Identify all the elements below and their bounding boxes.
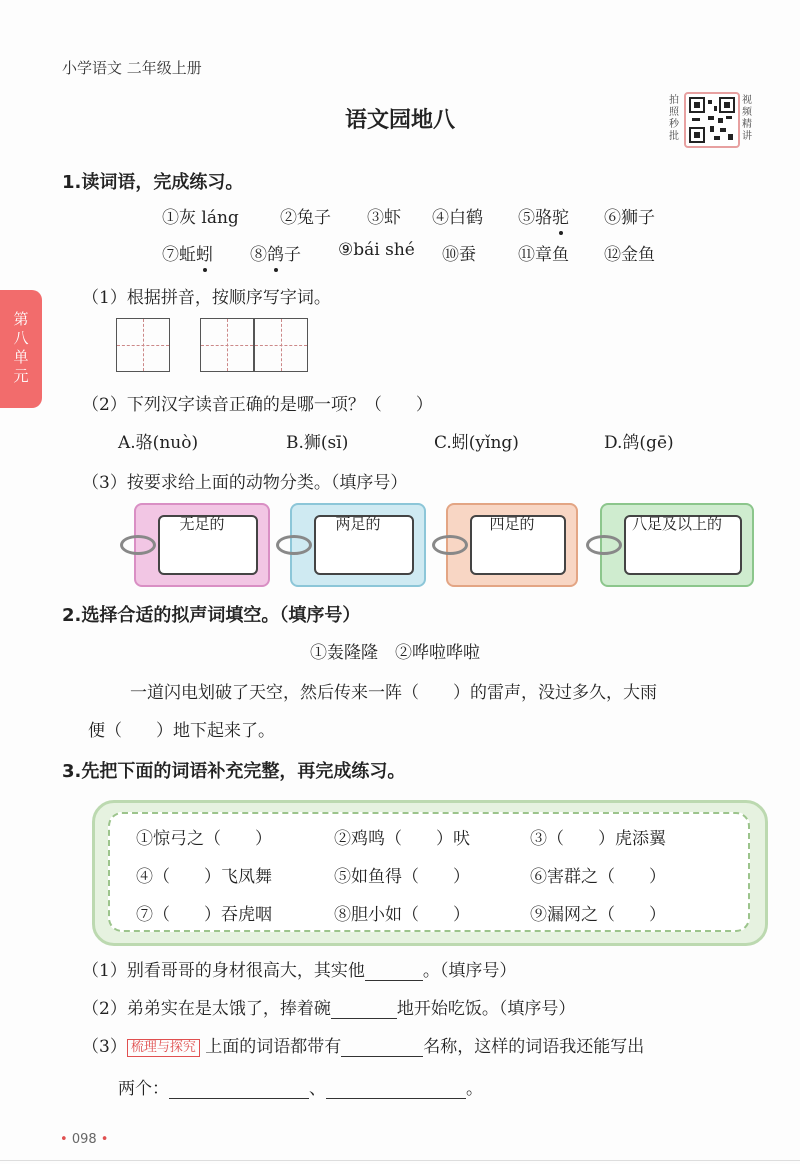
q3-sub3: （3） 梳理与探究 上面的词语都带有 名称，这样的词语我还能写出	[82, 1037, 645, 1057]
option-a[interactable]: A.骆(nuò)	[118, 433, 199, 453]
explore-badge: 梳理与探究	[127, 1039, 200, 1057]
tag-ring-icon	[586, 535, 622, 555]
idiom-item[interactable]: ⑥害群之（ ）	[530, 867, 666, 887]
q3-sub1: （1）别看哥哥的身材很高大，其实他 。（填序号）	[82, 961, 517, 981]
q2-sentence-line2: 便（ ）地下起来了。	[88, 721, 275, 741]
word-4: ④白鹤	[432, 208, 483, 228]
idiom-item[interactable]: ⑤如鱼得（ ）	[334, 867, 470, 887]
q3-sub3-line2: 两个： 、 。	[118, 1079, 483, 1099]
idiom-item[interactable]: ⑨漏网之（ ）	[530, 905, 666, 925]
option-b[interactable]: B.狮(sī)	[286, 433, 349, 453]
option-c[interactable]: C.蚓(yǐng)	[434, 433, 519, 453]
tag-no-legs[interactable]	[134, 503, 270, 587]
qr-left-label: 拍 照 秒 批	[669, 95, 679, 142]
qr-right-label: 视 频 精 讲	[742, 95, 752, 142]
q1-sub1: （1）根据拼音，按顺序写字词。	[82, 288, 331, 308]
word-1: ①灰 láng	[162, 208, 239, 228]
writing-grid-cell[interactable]	[200, 318, 254, 372]
answer-blank[interactable]	[365, 962, 423, 981]
idiom-item[interactable]: ①惊弓之（ ）	[136, 829, 272, 849]
qr-icon	[686, 94, 738, 146]
idiom-item[interactable]: ⑦（ ）吞虎咽	[136, 905, 272, 925]
question-2-heading: 2.选择合适的拟声词填空。（填序号）	[62, 605, 361, 626]
q1-sub3: （3）按要求给上面的动物分类。（填序号）	[82, 473, 408, 493]
idiom-item[interactable]: ④（ ）飞凤舞	[136, 867, 272, 887]
qr-code[interactable]	[684, 92, 740, 148]
idiom-item[interactable]: ②鸡鸣（ ）吠	[334, 829, 470, 849]
writing-grid-cell[interactable]	[254, 318, 308, 372]
word-10: ⑩蚕	[442, 245, 476, 265]
q2-choices: ①轰隆隆 ②哗啦哗啦	[310, 643, 480, 663]
tag-ring-icon	[432, 535, 468, 555]
idiom-item[interactable]: ③（ ）虎添翼	[530, 829, 666, 849]
question-3-heading: 3.先把下面的词语补充完整，再完成练习。	[62, 761, 406, 782]
word-6: ⑥狮子	[604, 208, 655, 228]
word-7: ⑦蚯蚓	[162, 245, 213, 265]
book-header: 小学语文 二年级上册	[62, 59, 202, 77]
word-3: ③虾	[367, 208, 401, 228]
answer-blank[interactable]	[169, 1080, 309, 1099]
writing-grid-cell[interactable]	[116, 318, 170, 372]
q2-sentence-line1: 一道闪电划破了天空，然后传来一阵（ ）的雷声，没过多久，大雨	[130, 683, 657, 703]
word-9: ⑨bái shé	[338, 240, 415, 260]
tag-ring-icon	[276, 535, 312, 555]
word-8: ⑧鸽子	[250, 245, 301, 265]
answer-blank[interactable]	[326, 1080, 466, 1099]
tag-eight-legs[interactable]	[600, 503, 754, 587]
question-1-heading: 1.读词语，完成练习。	[62, 172, 244, 193]
q1-sub2: （2）下列汉字读音正确的是哪一项？（ ）	[82, 395, 433, 415]
tag-label: 无足的	[179, 515, 225, 533]
word-5: ⑤骆驼	[518, 208, 569, 228]
idiom-item[interactable]: ⑧胆小如（ ）	[334, 905, 470, 925]
unit-side-label: 第 八 单 元	[13, 310, 29, 385]
page-bottom-divider	[0, 1160, 800, 1161]
tag-label: 两足的	[335, 515, 381, 533]
answer-blank[interactable]	[341, 1038, 423, 1057]
tag-label: 四足的	[489, 515, 535, 533]
q3-sub2: （2）弟弟实在是太饿了，捧着碗 地开始吃饭。（填序号）	[82, 999, 576, 1019]
page-title: 语文园地八	[344, 108, 455, 133]
option-d[interactable]: D.鸽(gē)	[604, 433, 674, 453]
tag-ring-icon	[120, 535, 156, 555]
word-2: ②兔子	[280, 208, 331, 228]
tag-four-legs[interactable]	[446, 503, 578, 587]
page-number: • 098 •	[60, 1132, 109, 1147]
word-12: ⑫金鱼	[604, 245, 655, 265]
tag-label: 八足及以上的	[631, 515, 722, 533]
answer-blank[interactable]	[331, 1000, 397, 1019]
word-11: ⑪章鱼	[518, 245, 569, 265]
tag-two-legs[interactable]	[290, 503, 426, 587]
